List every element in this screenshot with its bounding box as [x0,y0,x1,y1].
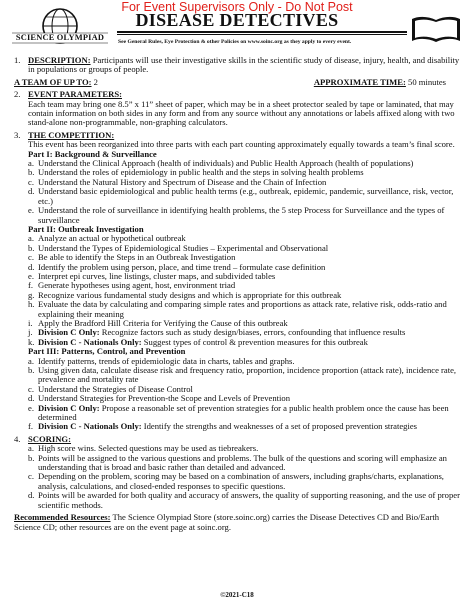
list-item-text: Be able to identify the Steps in an Outbreak Investigation [38,252,236,263]
list-item [28,472,464,491]
part1-heading: Part I: Background & Surveillance [28,148,157,159]
list-item-letter: h. [28,299,35,310]
part2-heading: Part II: Outbreak Investigation [28,223,144,234]
section-description: 1. DESCRIPTION: Participants will use their investigative skills in the scientific study of disease, injury, health, and disability in populations or groups of people. [14,55,460,75]
list-item-letter: e. [28,270,34,281]
list-item-letter: b. [28,242,35,253]
time-value: 50 minutes [405,76,446,87]
list-item: k. Division C - Nationals Only: Suggest types of control & prevention measures for this outbreak [28,336,368,347]
list-item-letter: e. [28,205,34,216]
list-item-text: Apply the Bradford Hill Criteria for Verifying the Cause of this outbreak [38,317,288,328]
description-heading: DESCRIPTION: [28,55,91,65]
list-item-letter: a. [28,233,34,244]
list-item-text: Understand Strategies for Prevention-the Scope and Levels of Prevention [38,393,291,404]
list-item-letter: c. [28,252,34,263]
list-item-letter: c. [28,471,34,482]
section-scoring: 4. SCORING: a. High score wins. Selected questions may be used as tiebreakers. b. Points will be assigned to the various questions and problems. The bulk of the questions and scoring will emphasize an understanding that is broad and basic rather than detailed and advanced. c. Depending on the problem, scoring may be based on a combination of answers, including graphs/charts, explanations, analysis, calculations, and closed-ended responses to specific questions. d. Points will be awarded for both quality and accuracy of answers, the quality of supporting reasoning, and the use of proper scientific methods. [14,435,464,510]
team-size-label: A TEAM OF UP TO: [14,76,92,87]
item-list [28,444,464,510]
list-item-text: Understand the Types of Epidemiological Studies – Experimental and Observational [38,242,329,253]
list-item: j. Division C Only: Recognize factors such as study design/biases, errors, confounding that influence results [28,327,406,338]
section-event-parameters: 2. EVENT PARAMETERS: Each team may bring one 8.5” x 11” sheet of paper, which may be in a sheet protector sealed by tape or laminated, that may contain information on both sides in any form and from any source without any annotations or labels affixed along with two stand-alone non-programmable, non-graphing calculators. [14,89,455,128]
list-item-letter: a. [28,158,34,169]
item-list [28,357,464,404]
list-item-text: Identify patterns, trends of epidemiologic data in charts, tables and graphs. [38,355,295,366]
list-item-text: Points will be assigned to the various questions and problems. The bulk of the questions and scoring will emphasize an understanding that is broad and basic rather than detailed and advanced. [38,452,447,473]
list-item-letter: c. [28,176,34,187]
supervisor-banner: For Event Supervisors Only - Do Not Post [121,0,353,14]
list-item-letter: d. [28,186,35,197]
parameters-text: Each team may bring one 8.5” x 11” sheet of paper, which may be in a sheet protector sealed by tape or laminated, that may contain information on both sides in any form and from any source without any annotations or labels affixed along with two stand-alone non-programmable, non-graphing calculators. [28,98,455,128]
page-title: DISEASE DETECTIVES [135,10,339,30]
general-rules-note: See General Rules, Eye Protection & other Policies on www.soinc.org as they apply to every event. [118,39,352,45]
list-item [28,454,464,473]
page-footer: ©2021-C18 [220,591,254,599]
logo-text: SCIENCE OLYMPIAD [15,33,105,42]
list-item-letter: d. [28,490,35,501]
team-time-row [14,78,464,87]
resources-text: The Science Olympiad Store (store.soinc.org) carries the Disease Detectives CD and Bio/Earth Science CD; other resources are on the event page at soinc.org. [14,512,440,532]
list-item-text: Interpret epi curves, line listings, cluster maps, and subdivided tables [38,270,276,281]
title-rule-thin [117,34,407,35]
list-item-letter: b. [28,365,35,375]
rules-content [14,56,464,532]
list-item-text: Understand the Strategies of Disease Control [38,383,193,394]
resources-label: Recommended Resources: [14,512,111,523]
list-item-letter: f. [28,280,34,291]
list-item-text: Understand the roles of epidemiology in public health and the steps in solving health problems [38,167,364,178]
list-item-text: Understand the role of surveillance in identifying health problems, the 5 step Process for Surveillance and the types of surveillance [38,205,445,225]
list-item [28,206,464,225]
list-item-text: Using given data, calculate disease risk and frequency ratio, proportion, incidence proportion (attack rate), incidence rate, prevalence and mortality rate [38,365,457,385]
list-item-letter: g. [28,289,35,300]
list-item-text: Understand the Clinical Approach (health of individuals) and Public Health Approach (health of populations) [38,158,414,169]
list-item [28,366,464,385]
item-list [28,159,464,225]
list-item-letter: d. [28,261,35,272]
list-item [28,187,464,206]
item-list [28,234,464,328]
list-item-letter: i. [28,317,33,328]
time-label: APPROXIMATE TIME: [313,76,406,87]
scoring-heading: SCORING: [28,433,71,444]
list-item: f. Division C - Nationals Only: Identify the strengths and weaknesses of a set of proposed prevention strategies [28,421,418,432]
description-text: Participants will use their investigative skills in the scientific study of disease, injury, health, and disability in populations or groups of people. [28,55,460,75]
list-item-text: Identify the problem using person, place, and time trend – formulate case definition [38,261,326,272]
list-item-text: Recognize various fundamental study designs and which is appropriate for this outbreak [38,289,342,300]
list-item [28,491,464,510]
list-item-text: Understand the Natural History and Spectrum of Disease and the Chain of Infection [38,176,327,187]
list-item-text: Analyze an actual or hypothetical outbreak [38,233,186,244]
list-item: e. Division C Only: Propose a reasonable set of prevention strategies for a public health problem once the cause has been determined [28,402,449,423]
list-item-letter: b. [28,167,35,178]
list-item-letter: d. [28,393,35,404]
list-item-text: High score wins. Selected questions may be used as tiebreakers. [38,443,259,454]
list-item-letter: b. [28,452,35,463]
list-item-text: Evaluate the data by calculating and comparing simple rates and proportions as attack rate, relative risk, odds-ratio and explaining their meaning [38,299,447,319]
list-item-text: Generate hypotheses using agent, host, environment triad [38,280,236,291]
parameters-heading: EVENT PARAMETERS: [28,89,122,100]
list-item-text: Points will be awarded for both quality and accuracy of answers, the quality of supporting reasoning, and the use of proper scientific methods. [38,490,460,510]
list-item [28,300,464,319]
recommended-resources [14,513,464,532]
open-book-icon [410,14,462,44]
team-size-value: 2 [91,76,98,87]
competition-intro: This event has been reorganized into three parts with each part counting approximately equally towards a team’s final score. [28,139,455,150]
list-item-text: Depending on the problem, scoring may be based on a combination of answers, including graphs/charts, explanations, analysis, calculations, and closed-ended responses to specific questions. [38,471,444,491]
section-competition: 3. THE COMPETITION: This event has been reorganized into three parts with each part counting approximately equally towards a team’s final score. Part I: Background & Surveillance a. Understand the Clinical Approach (health of individuals) and Public Health Approach (health of populations) b. Understand the roles of epidemiology in public health and the steps in solving health problems c. Understand the Natural History and Spectrum of Disease and the Chain of Infection d. Understand basic epidemiological and public health terms (e.g., outbreak, epidemic, pandemic, surveillance, risk, vector, etc.) e. Understand the role of surveillance in identifying health problems, the 5 step Process for Surveillance and the types of surveillance Part II: Outbreak Investigation a. Analyze an actual or hypothetical outbreak b. Understand the Types of Epidemiological Studies – Experimental and Observational c. Be able to identify the Steps in an Outbreak Investigation d. Identify the problem using person, place, and time trend – formulate case definition e. Interpret epi curves, line listings, cluster maps, and subdivided tables f. Generate hypotheses using agent, host, environment triad g. Recognize various fundamental study designs and which is appropriate for this outbreak h. Evaluate the data by calculating and comparing simple rates and proportions as attack rate, relative risk, odds-ratio and explaining their meaning i. Apply the Bradford Hill Criteria for Verifying the Cause of this outbreak j. Division C Only: Recognize factors such as study design/biases, errors, confounding that influence results k. Division C - Nationals Only: Suggest types of control & prevention measures for this outbreak Part III: Patterns, Control, and Prevention a. Identify patterns, trends of epidemiologic data in charts, tables and graphs. b. Using given data, calculate disease risk and frequency ratio, proportion, incidence proportion (attack rate), incidence rate, prevalence and mortality rate c. Understand the Strategies of Disease Control d. Understand Strategies for Prevention-the Scope and Levels of Prevention e. Division C Only: Propose a reasonable set of prevention strategies for a public health problem once the cause has been determined f. Division C - Nationals Only: Identify the strengths and weaknesses of a set of proposed prevention strategies [14,131,464,432]
part3-heading: Part III: Patterns, Control, and Prevention [28,346,186,357]
list-item-letter: a. [28,355,34,366]
list-item-text: Understand basic epidemiological and public health terms (e.g., outbreak, epidemic, pandemic, surveillance, risk, vector, etc.) [38,186,454,206]
list-item-letter: a. [28,443,34,454]
title-rule [117,31,407,33]
competition-heading: THE COMPETITION: [28,129,115,140]
list-item-letter: c. [28,383,34,394]
